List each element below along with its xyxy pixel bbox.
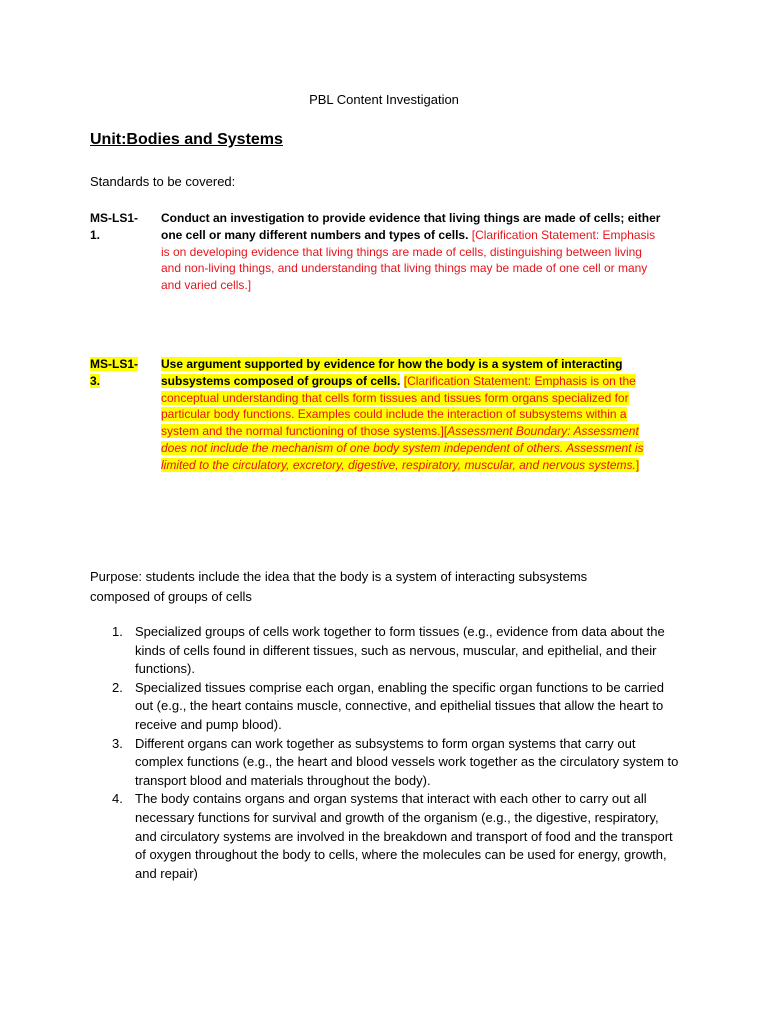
standard-code-line1: MS-LS1- [90,211,138,225]
standard-description [161,210,661,294]
standards-label: Standards to be covered: [90,174,236,189]
standard-code-line2: 3. [90,373,101,388]
clarification-statement: [Clarification Statement: Emphasis is on developing evidence that living things are made of cells, distinguishing between living and non-living things, and understanding that living things may be made of one cell or many and varied cells.] [161,227,656,293]
list-item-number: 1. [112,624,123,639]
numbered-list [90,623,680,883]
list-item-number: 3. [112,735,123,751]
list-item-text: The body contains organs and organ systems that interact with each other to carry out all necessary functions for survival and growth of the organism (e.g., the digestive, respiratory, and circulatory systems are involved in the breakdown and transport of food and the transport of oxygen throughout the body to cells, where the molecules can be used for energy, growth, and repair) [135,791,673,881]
standard-code [90,356,146,390]
clarification-statement: [Clarification Statement: Emphasis is on the conceptual understanding that cells form tissues and tissues form organs specialized for particular body functions. Examples could include the interaction of subsystems within a system and the normal functioning of those systems.] [161,373,636,439]
boundary-open-bracket: [ [443,424,448,439]
document-title: PBL Content Investigation [309,92,459,107]
standard-code-line2: 1. [90,227,101,242]
list-item [90,790,680,883]
assessment-boundary: Assessment Boundary: Assessment does not include the mechanism of one body system independent of others. Assessment is limited to the circulatory, excretory, digestive, respiratory, muscular, and nervous systems. [161,424,644,472]
list-item-text: Different organs can work together as subsystems to form organ systems that carry out complex functions (e.g., the heart and blood vessels work together as the circulatory system to transport blood and materials throughout the body). [135,735,679,788]
standard-code [90,210,146,244]
standard-code-line1: MS-LS1- [90,357,138,371]
unit-heading: Unit:Bodies and Systems [90,131,283,148]
list-item-text: Specialized tissues comprise each organ, enabling the specific organ functions to be carried out (e.g., the heart contains muscle, connective, and epithelial tissues that allow the heart to receive and pump blood). [135,679,664,732]
list-item-number: 4. [112,791,123,807]
list-item [90,735,680,791]
purpose-statement: Purpose: students include the idea that the body is a system of interacting subsystems composed of groups of cells [90,569,588,604]
list-item-number: 2. [112,679,123,695]
standard-description [161,356,661,474]
standard-performance-expectation: Use argument supported by evidence for how the body is a system of interacting subsystems composed of groups of cells. [161,357,623,388]
list-item-text: Specialized groups of cells work together to form tissues (e.g., evidence from data about the kinds of cells found in different tissues, such as nervous, muscular, and epithelial, and their functions). [135,624,665,677]
list-item [90,623,680,679]
standard-performance-expectation: Conduct an investigation to provide evidence that living things are made of cells; either one cell or many different numbers and types of cells. [161,211,661,242]
boundary-close-bracket: ] [635,457,640,472]
list-item [90,679,680,735]
